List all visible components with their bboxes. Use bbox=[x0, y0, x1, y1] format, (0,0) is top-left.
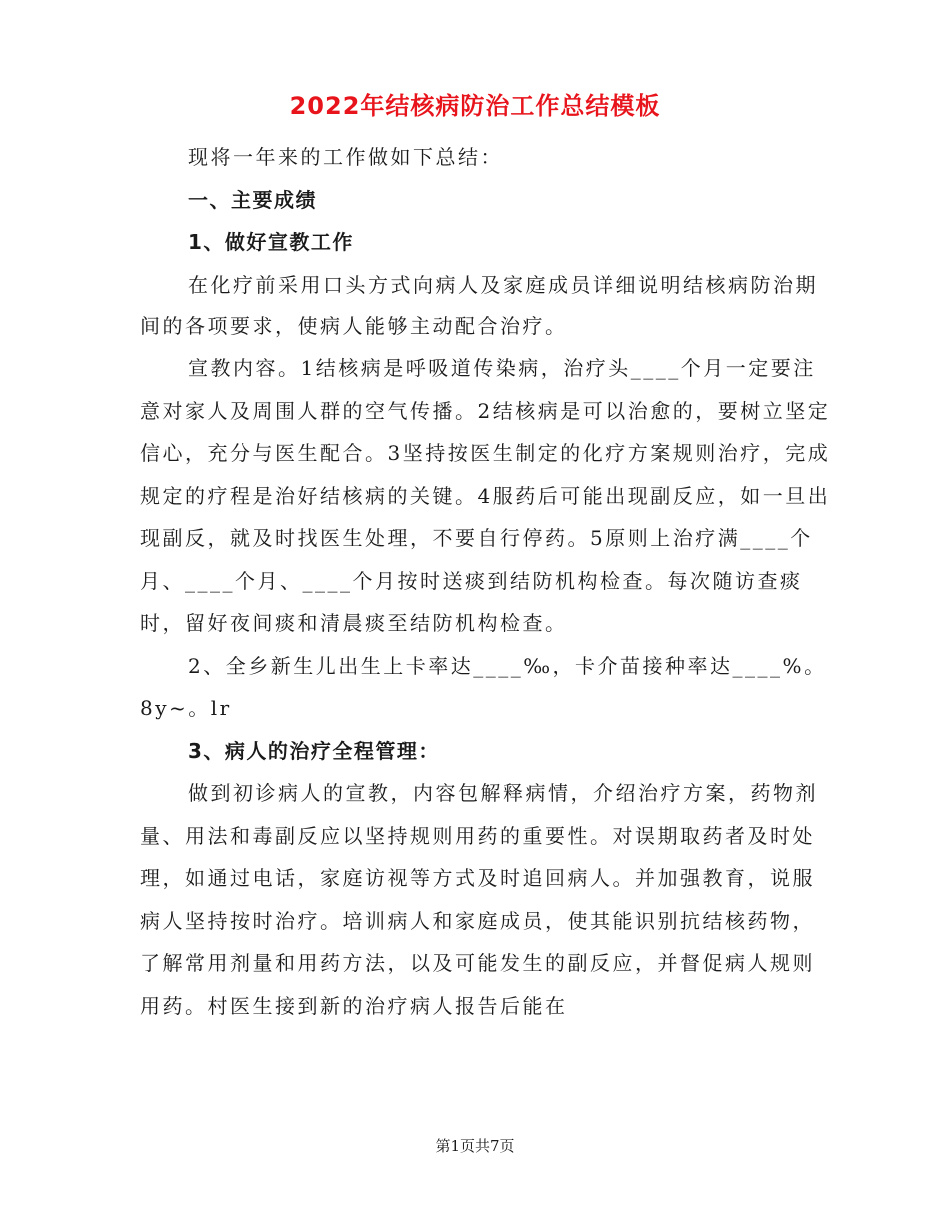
subsection-heading: 1、做好宣教工作 bbox=[188, 230, 354, 254]
paragraph-line: 做到初诊病人的宣教，内容包解释病情，介绍治疗方案，药物剂 bbox=[188, 781, 818, 805]
paragraph-line: 时，留好夜间痰和清晨痰至结防机构检查。 bbox=[140, 611, 568, 635]
paragraph-line: 理，如通过电话，家庭访视等方式及时追回病人。并加强教育，说服 bbox=[140, 866, 815, 890]
paragraph-line: 间的各项要求，使病人能够主动配合治疗。 bbox=[140, 314, 568, 338]
paragraph-line: 宣教内容。1结核病是呼吸道传染病，治疗头____个月一定要注 bbox=[188, 356, 816, 380]
paragraph-line: 意对家人及周围人群的空气传播。2结核病是可以治愈的，要树立坚定 bbox=[140, 399, 831, 423]
subsection-heading: 3、病人的治疗全程管理： bbox=[188, 739, 440, 763]
paragraph-line: 了解常用剂量和用药方法，以及可能发生的副反应，并督促病人规则 bbox=[140, 951, 815, 975]
paragraph-line: 8y~。lr bbox=[140, 696, 232, 720]
paragraph-line: 2、全乡新生儿出生上卡率达____‰，卡介苗接种率达____%。 bbox=[188, 654, 827, 678]
page-number-footer: 第1页共7页 bbox=[435, 1137, 515, 1155]
paragraph-line: 规定的疗程是治好结核病的关键。4服药后可能出现副反应，如一旦出 bbox=[140, 484, 831, 508]
section-heading: 一、主要成绩 bbox=[188, 188, 317, 212]
paragraph-line: 现副反，就及时找医生处理，不要自行停药。5原则上治疗满____个 bbox=[140, 526, 813, 550]
paragraph-line: 量、用法和毒副反应以坚持规则用药的重要性。对误期取药者及时处 bbox=[140, 824, 815, 848]
paragraph-line: 病人坚持按时治疗。培训病人和家庭成员，使其能识别抗结核药物， bbox=[140, 909, 815, 933]
paragraph-line: 月、____个月、____个月按时送痰到结防机构检查。每次随访查痰 bbox=[140, 569, 803, 593]
paragraph-line: 在化疗前采用口头方式向病人及家庭成员详细说明结核病防治期 bbox=[188, 273, 818, 297]
paragraph-line: 信心，充分与医生配合。3坚持按医生制定的化疗方案规则治疗，完成 bbox=[140, 441, 831, 465]
intro-paragraph: 现将一年来的工作做如下总结： bbox=[188, 145, 503, 169]
document-title: 2022年结核病防治工作总结模板 bbox=[289, 92, 661, 120]
paragraph-line: 用药。村医生接到新的治疗病人报告后能在 bbox=[140, 994, 568, 1018]
